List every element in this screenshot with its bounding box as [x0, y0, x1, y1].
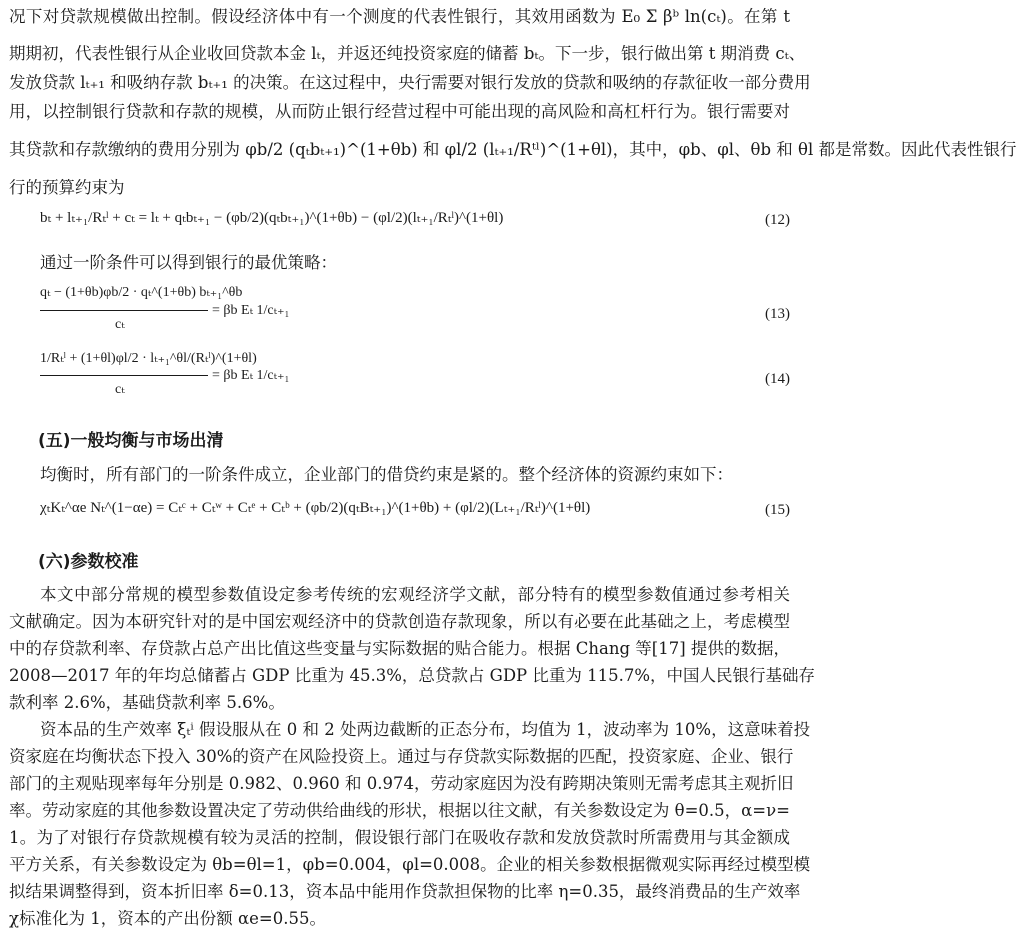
text-line: 平方关系，有关参数设定为 θb=θl=1，φb=0.004，φl=0.008。企业的相关参数根据微观实际再经过模型模 [9, 855, 811, 874]
equation-15: χₜKₜ^αe Nₜ^(1−αe) = Cₜᶜ + Cₜʷ + Cₜᵉ + Cₜᵇ + (φb/2)(qₜBₜ₊₁)^(1+θb) + (φl/2)(Lₜ₊₁/Rₜˡ)^(1+θl) [40, 500, 591, 516]
equation-13-rhs: = βb Eₜ 1/cₜ₊₁ [212, 303, 290, 318]
equation-14-denominator: cₜ [115, 382, 125, 397]
text-line: 通过一阶条件可以得到银行的最优策略： [40, 253, 337, 272]
text-line: 资家庭在均衡状态下投入 30%的资产在风险投资上。通过与存贷款实际数据的匹配，投资家庭、企业、银行 [9, 747, 794, 766]
text-line: 用，以控制银行贷款和存款的规模，从而防止银行经营过程中可能出现的高风险和高杠杆行为。银行需要对 [9, 102, 790, 121]
equation-number: (13) [765, 306, 790, 322]
equation-14-rhs: = βb Eₜ 1/cₜ₊₁ [212, 368, 290, 383]
text-line: 发放贷款 lₜ₊₁ 和吸纳存款 bₜ₊₁ 的决策。在这过程中，央行需要对银行发放的贷款和吸纳的存款征收一部分费用 [9, 73, 811, 92]
text-line: 率。劳动家庭的其他参数设置决定了劳动供给曲线的形状，根据以往文献，有关参数设定为 θ=0.5，α=ν= [9, 801, 790, 820]
text-line: 文献确定。因为本研究针对的是中国宏观经济中的贷款创造存款现象，所以有必要在此基础之上，考虑模型 [9, 612, 790, 631]
fraction-bar [40, 375, 208, 376]
text-line: 况下对贷款规模做出控制。假设经济体中有一个测度的代表性银行，其效用函数为 E₀ Σ βᵇ ln(cₜ)。在第 t [9, 7, 790, 26]
equation-13-denominator: cₜ [115, 317, 125, 332]
text-line: 部门的主观贴现率每年分别是 0.982、0.960 和 0.974，劳动家庭因为没有跨期决策则无需考虑其主观折旧 [9, 774, 794, 793]
section-heading: (五)一般均衡与市场出清 [38, 431, 224, 451]
text-line: 本文中部分常规的模型参数值设定参考传统的宏观经济学文献，部分特有的模型参数值通过参考相关 [40, 585, 790, 604]
text-line: 均衡时，所有部门的一阶条件成立，企业部门的借贷约束是紧的。整个经济体的资源约束如下： [40, 465, 733, 484]
text-line: 资本品的生产效率 ξₜⁱ 假设服从在 0 和 2 处两边截断的正态分布，均值为 1，波动率为 10%，这意味着投 [40, 720, 811, 739]
text-line: 行的预算约束为 [9, 178, 125, 197]
equation-number: (12) [765, 212, 790, 228]
equation-12: bₜ + lₜ₊₁/Rₜˡ + cₜ = lₜ + qₜbₜ₊₁ − (φb/2)(qₜbₜ₊₁)^(1+θb) − (φl/2)(lₜ₊₁/Rₜˡ)^(1+θl) [40, 210, 504, 226]
text-line: 中的存贷款利率、存贷款占总产出比值这些变量与实际数据的贴合能力。根据 Chang 等[17] 提供的数据， [9, 639, 790, 658]
text-line: 1。为了对银行存贷款规模有较为灵活的控制，假设银行部门在吸收存款和发放贷款时所需费用与其金额成 [9, 828, 790, 847]
text-line: 其贷款和存款缴纳的费用分别为 φb/2 (qₜbₜ₊₁)^(1+θb) 和 φl/2 (lₜ₊₁/Rᵗˡ)^(1+θl)，其中，φb、φl、θb 和 θl 都是常数。因此代表性银行 [9, 140, 1016, 159]
equation-number: (14) [765, 371, 790, 387]
text-line: 期期初，代表性银行从企业收回贷款本金 lₜ，并返还纯投资家庭的储蓄 bₜ。下一步，银行做出第 t 期消费 cₜ、 [9, 44, 806, 63]
equation-14-numerator: 1/Rₜˡ + (1+θl)φl/2 · lₜ₊₁^θl/(Rₜˡ)^(1+θl) [40, 351, 257, 366]
equation-13-numerator: qₜ − (1+θb)φb/2 · qₜ^(1+θb) bₜ₊₁^θb [40, 285, 243, 300]
fraction-bar [40, 310, 208, 311]
text-line: χ标准化为 1，资本的产出份额 αe=0.55。 [9, 909, 326, 928]
text-line: 拟结果调整得到，资本折旧率 δ=0.13，资本品中能用作贷款担保物的比率 η=0.35，最终消费品的生产效率 [9, 882, 801, 901]
section-heading: (六)参数校准 [38, 552, 139, 572]
text-line: 款利率 2.6%，基础贷款利率 5.6%。 [9, 693, 285, 712]
text-line: 2008—2017 年的年均总储蓄占 GDP 比重为 45.3%，总贷款占 GDP 比重为 115.7%，中国人民银行基础存 [9, 666, 816, 685]
equation-number: (15) [765, 502, 790, 518]
